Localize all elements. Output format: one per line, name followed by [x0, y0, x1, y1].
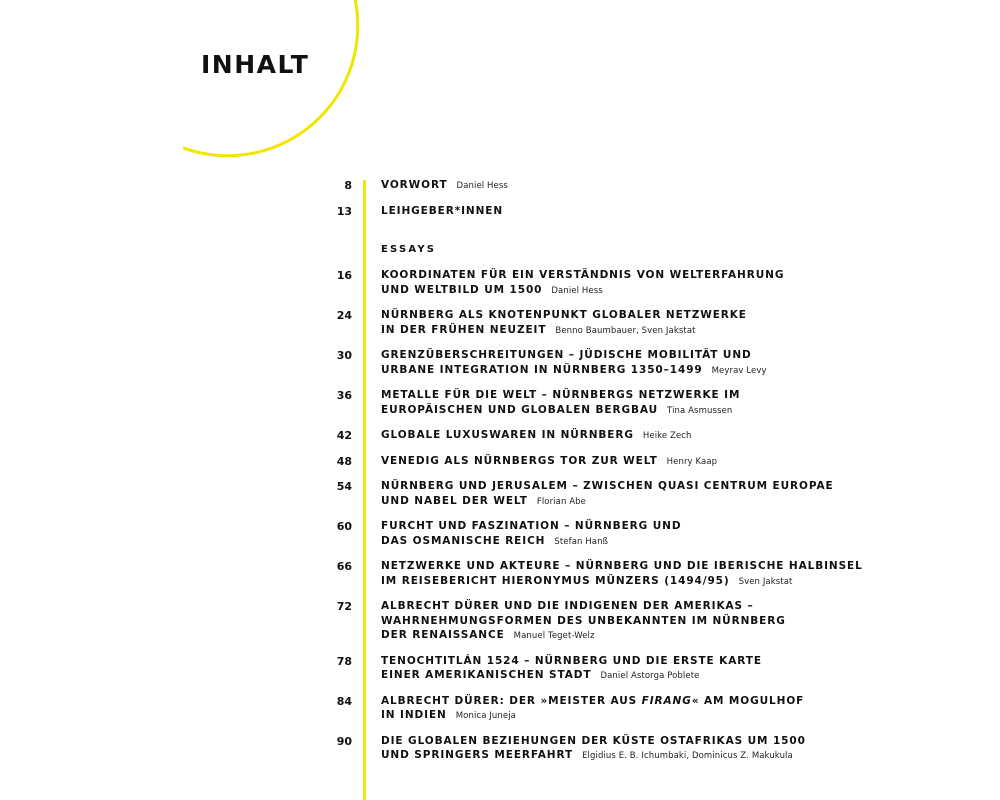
toc-author: Elgidius E. B. Ichumbaki, Dominicus Z. Makukula [582, 751, 793, 761]
toc-author: Meyrav Levy [711, 365, 767, 376]
toc-title-line: URBANE INTEGRATION IN NÜRNBERG 1350–1499 Meyrav Levy [381, 363, 767, 376]
toc-title-line: GRENZÜBERSCHREITUNGEN – JÜDISCHE MOBILITÄT UND [381, 349, 752, 361]
toc-page-number: 90 [336, 734, 352, 748]
toc-title-line: WAHRNEHMUNGSFORMEN DES UNBEKANNTEN IM NÜRNBERG [381, 614, 786, 627]
toc-title-line: VORWORT Daniel Hess [381, 179, 508, 191]
toc-page-number: 48 [336, 454, 352, 468]
toc-title-line: ALBRECHT DÜRER UND DIE INDIGENEN DER AMERIKAS – [381, 600, 754, 612]
toc-page-number: 66 [336, 560, 352, 573]
toc-title-line: GLOBALE LUXUSWAREN IN NÜRNBERG Heike Zech [381, 429, 692, 441]
toc-page-number: 42 [336, 429, 352, 442]
toc-author: Heike Zech [642, 431, 692, 441]
toc-title-line: UND WELTBILD UM 1500 Daniel Hess [381, 283, 603, 296]
toc-title-line: EUROPÄISCHEN UND GLOBALEN BERGBAU Tina Asmussen [381, 403, 733, 416]
page-title: INHALT [201, 50, 310, 79]
toc-title-line: UND NABEL DER WELT Florian Abe [381, 494, 586, 507]
toc-title-line: TENOCHTITLÁN 1524 – NÜRNBERG UND DIE ERSTE KARTE [381, 654, 762, 667]
toc-page-number: 30 [336, 349, 352, 362]
toc-page-number: 78 [336, 654, 352, 668]
toc-title-line: DAS OSMANISCHE REICH Stefan Hanß [381, 534, 609, 547]
toc-title-line: IN DER FRÜHEN NEUZEIT Benno Baumbauer, Sven Jakstat [381, 323, 696, 336]
toc-title-line: NÜRNBERG UND JERUSALEM – ZWISCHEN QUASI CENTRUM EUROPAE [381, 480, 834, 492]
toc-page-number: 54 [336, 480, 352, 493]
toc-title-line: LEIHGEBER*INNEN [381, 205, 504, 217]
toc-author: Daniel Hess [551, 285, 603, 296]
toc-title-line: EINER AMERIKANISCHEN STADT Daniel Astorga Poblete [381, 669, 700, 681]
toc-title-line: UND SPRINGERS MEERFAHRT Elgidius E. B. Ichumbaki, Dominicus Z. Makukula [381, 749, 793, 761]
toc-author: Monica Juneja [455, 711, 516, 721]
toc-page-number: 60 [336, 520, 352, 533]
toc-page-number: 84 [336, 694, 352, 708]
toc-author: Daniel Hess [456, 181, 508, 191]
toc-page-number: 72 [336, 600, 352, 613]
toc-title-line: ALBRECHT DÜRER: DER »MEISTER AUS FIRANG« AM MOGULHOF [381, 694, 805, 707]
toc-page-number: 13 [336, 205, 352, 218]
toc-author: Florian Abe [536, 496, 586, 507]
toc-title-line: METALLE FÜR DIE WELT – NÜRNBERGS NETZWERKE IM [381, 389, 741, 401]
toc-page-number: 36 [336, 389, 352, 402]
toc-title-line: IN INDIEN Monica Juneja [381, 709, 516, 721]
toc-title-line: FURCHT UND FASZINATION – NÜRNBERG UND [381, 520, 682, 532]
toc-title-line: DIE GLOBALEN BEZIEHUNGEN DER KÜSTE OSTAFRIKAS UM 1500 [381, 734, 806, 747]
toc-title-line: VENEDIG ALS NÜRNBERGS TOR ZUR WELT Henry Kaap [381, 454, 718, 467]
toc-author: Manuel Teget-Welz [513, 631, 595, 641]
toc-title-line: NÜRNBERG ALS KNOTENPUNKT GLOBALER NETZWERKE [381, 309, 747, 321]
toc-author: Sven Jakstat [738, 576, 793, 587]
toc-page-number: 24 [336, 309, 352, 322]
section-heading-essays: ESSAYS [381, 244, 437, 255]
toc-author: Daniel Astorga Poblete [600, 671, 700, 681]
toc-page-number: 16 [336, 269, 352, 282]
toc-title-line: IM REISEBERICHT HIERONYMUS MÜNZERS (1494/95) Sven Jakstat [381, 574, 793, 587]
toc-page-number: 8 [344, 179, 352, 192]
toc-author: Stefan Hanß [554, 536, 609, 547]
toc-title-line: NETZWERKE UND AKTEURE – NÜRNBERG UND DIE IBERISCHE HALBINSEL [381, 560, 863, 572]
toc-author: Tina Asmussen [667, 405, 733, 416]
toc-title-line: KOORDINATEN FÜR EIN VERSTÄNDNIS VON WELTERFAHRUNG [381, 269, 785, 281]
toc-author: Benno Baumbauer, Sven Jakstat [555, 325, 696, 336]
toc-title-line: DER RENAISSANCE Manuel Teget-Welz [381, 629, 595, 641]
toc-author: Henry Kaap [666, 456, 718, 467]
